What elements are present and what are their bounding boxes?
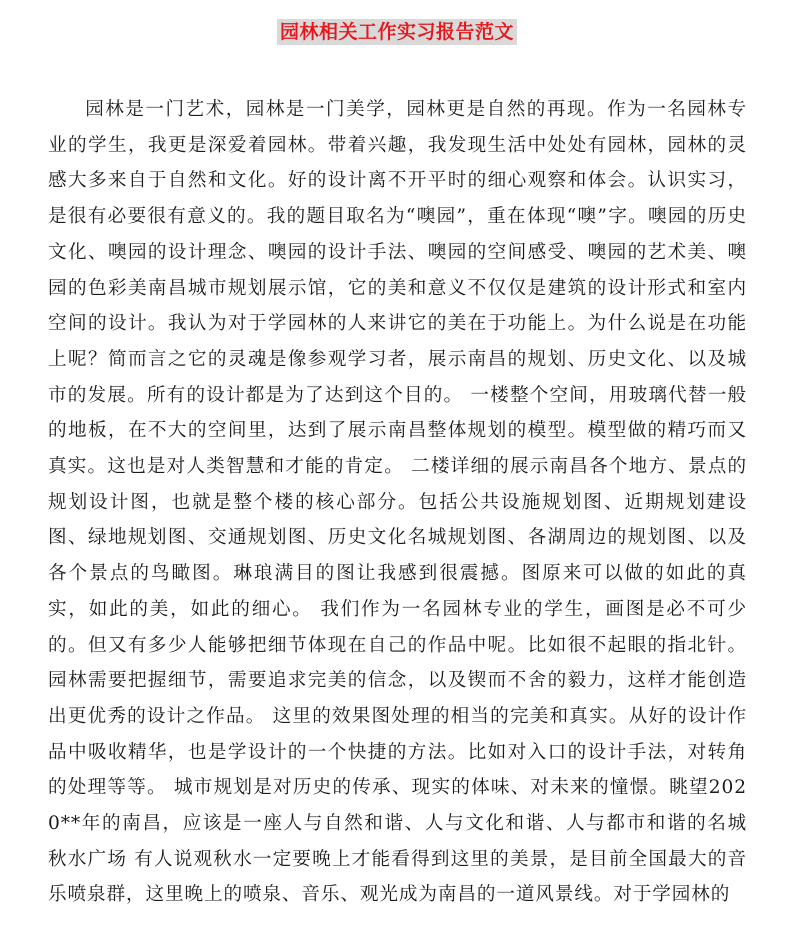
title-container (0, 19, 794, 45)
document-title: 园林相关工作实习报告范文 (277, 19, 517, 45)
body-paragraph: 园林是一门艺术，园林是一门美学，园林更是自然的再现。作为一名园林专业的学生，我更是深爱着园林。带着兴趣，我发现生活中处处有园林，园林的灵感大多来自于自然和文化。好的设计离不开平时的细心观察和体会。认识实习，是很有必要很有意义的。我的题目取名为“噢园”，重在体现“噢”字。噢园的历史文化、噢园的设计理念、噢园的设计手法、噢园的空间感受、噢园的艺术美、噢园的色彩美南昌城市规划展示馆，它的美和意义不仅仅是建筑的设计形式和室内空间的设计。我认为对于学园林的人来讲它的美在于功能上。为什么说是在功能上呢？简而言之它的灵魂是像参观学习者，展示南昌的规划、历史文化、以及城市的发展。所有的设计都是为了达到这个目的。 一楼整个空间，用玻璃代替一般的地板，在不大的空间里，达到了展示南昌整体规划的模型。模型做的精巧而又真实。这也是对人类智慧和才能的肯定。 二楼详细的展示南昌各个地方、景点的规划设计图，也就是整个楼的核心部分。包括公共设施规划图、近期规划建设图、绿地规划图、交通规划图、历史文化名城规划图、各湖周边的规划图、以及各个景点的鸟瞰图。琳琅满目的图让我感到很震撼。图原来可以做的如此的真实，如此的美，如此的细心。 我们作为一名园林专业的学生，画图是必不可少的。但又有多少人能够把细节体现在自己的作品中呢。比如很不起眼的指北针。园林需要把握细节，需要追求完美的信念，以及锲而不舍的毅力，这样才能创造出更优秀的设计之作品。 这里的效果图处理的相当的完美和真实。从好的设计作品中吸收精华，也是学设计的一个快捷的方法。比如对入口的设计手法，对转角的处理等等。 城市规划是对历史的传承、现实的体味、对未来的憧憬。眺望2020**年的南昌，应该是一座人与自然和谐、人与文化和谐、人与都市和谐的名城 秋水广场 有人说观秋水一定要晚上才能看得到这里的美景，是目前全国最大的音乐喷泉群，这里晚上的喷泉、音乐、观光成为南昌的一道风景线。对于学园林的 (48, 99, 747, 906)
